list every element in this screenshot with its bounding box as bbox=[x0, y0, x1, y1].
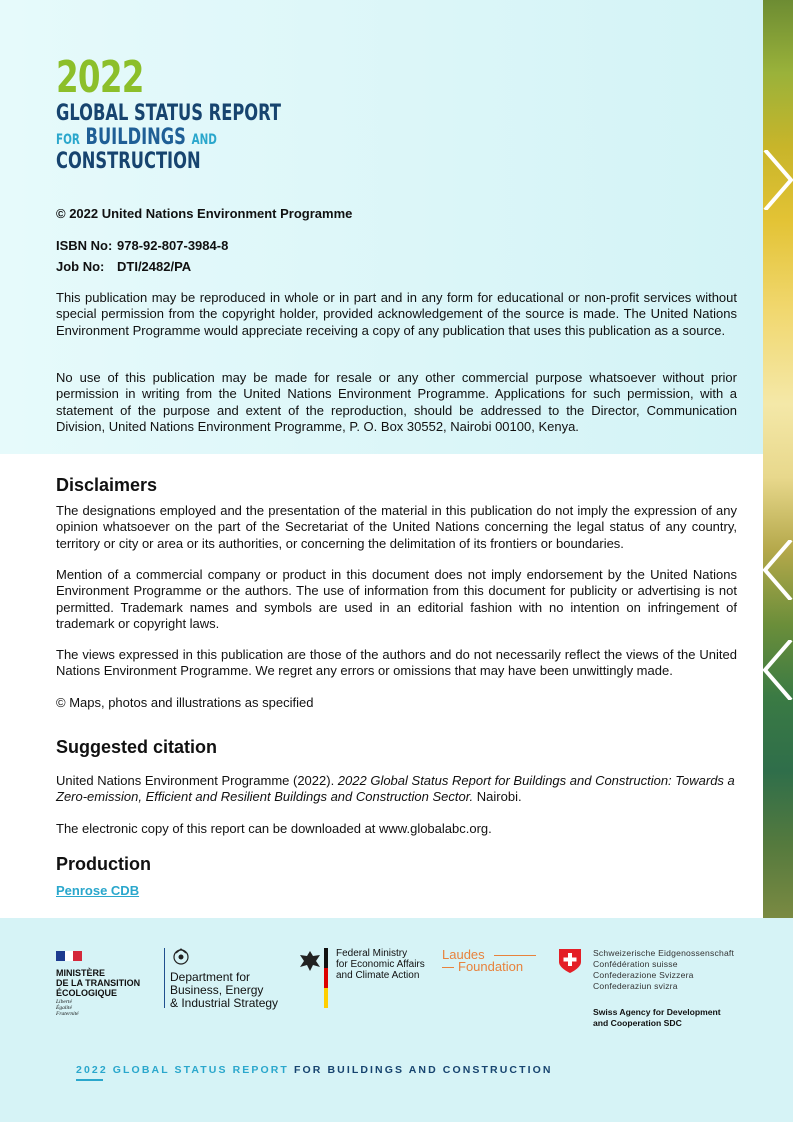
laudes-l1: Laudes bbox=[442, 947, 485, 962]
germany-bmwk-logo bbox=[298, 948, 428, 1008]
crest-icon bbox=[170, 948, 192, 966]
laudes-l2: Foundation bbox=[458, 959, 524, 974]
chevron-decoration bbox=[763, 150, 793, 210]
citation-prefix: United Nations Environment Programme (2022). bbox=[56, 773, 338, 788]
france-ministry-logo bbox=[56, 948, 156, 1017]
disclaimer-paragraph: © Maps, photos and illustrations as specified bbox=[56, 695, 314, 710]
production-heading: Production bbox=[56, 854, 151, 874]
disclaimer-paragraph: Mention of a commercial company or product in this document does not imply endorsement by the United Nations Environment Programme or the authors. The use of information from this document for publicity or advertising is not permitted. Trademark names and symbols are used in an editorial fashion with no intention on infringement of trademark or copyright laws. bbox=[56, 567, 737, 631]
footer-title-part2: FOR BUILDINGS AND CONSTRUCTION bbox=[288, 1064, 553, 1076]
isbn-value: 978-92-807-3984-8 bbox=[117, 238, 229, 253]
report-logo-line3: CONSTRUCTION bbox=[56, 149, 201, 174]
swiss-shield-icon bbox=[558, 948, 582, 974]
germany-l1: Federal Ministry bbox=[336, 948, 408, 959]
citation-title: 2022 Global Status Report for Buildings and Construction: Towards a Zero-emission, Efficient and Resilient Buildings and Construction Sector. bbox=[56, 773, 735, 805]
france-motto-3: Fraternité bbox=[56, 1011, 79, 1017]
report-logo-year: 2022 bbox=[56, 52, 144, 103]
isbn-label: ISBN No: bbox=[56, 238, 113, 253]
electronic-copy-text: The electronic copy of this report can be downloaded at www.globalabc.org. bbox=[56, 821, 492, 836]
chevron-decoration bbox=[763, 640, 793, 700]
report-logo-line2 bbox=[56, 127, 217, 149]
swiss-l2: Confédération suisse bbox=[593, 959, 678, 969]
job-label: Job No: bbox=[56, 259, 105, 274]
france-motto-2: Égalité bbox=[56, 1005, 72, 1011]
germany-l3: and Climate Action bbox=[336, 970, 420, 981]
german-flag-bar bbox=[324, 948, 328, 1008]
swiss-l1: Schweizerische Eidgenossenschaft bbox=[593, 948, 735, 958]
uk-l2: Business, Energy bbox=[170, 983, 264, 997]
footer-rule bbox=[76, 1079, 103, 1081]
swiss-l4: Confederaziun svizra bbox=[593, 981, 678, 991]
penrose-link[interactable]: Penrose CDB bbox=[56, 883, 140, 898]
logo-for: FOR bbox=[56, 132, 80, 148]
job-value: DTI/2482/PA bbox=[117, 259, 192, 274]
commercial-use-paragraph: No use of this publication may be made for resale or any other commercial purpose whatsoever without prior permission in writing from the United Nations Environment Programme. Applications for such permission, with a statement of the purpose and extent of the reproduction, should be addressed to the Director, Communication Division, United Nations Environment Programme, P. O. Box 30552, Nairobi 00100, Kenya. bbox=[56, 370, 737, 434]
logo-and: AND bbox=[191, 132, 217, 148]
french-flag-icon bbox=[56, 951, 82, 961]
isbn-line bbox=[56, 238, 737, 254]
reproduction-paragraph: This publication may be reproduced in whole or in part and in any form for educational or non-profit services without special permission from the copyright holder, provided acknowledgement of the source is made. The United Nations Environment Programme would appreciate receiving a copy of any publication that uses this publication as a source. bbox=[56, 290, 737, 338]
uk-beis-logo bbox=[164, 948, 289, 1008]
disclaimer-paragraph: The designations employed and the presentation of the material in this publication do not imply the expression of any opinion whatsoever on the part of the Secretariat of the United Nations concerning the legal status of any country, territory or city or area or its authorities, or concerning the delimitation of its frontiers or boundaries. bbox=[56, 503, 737, 551]
disclaimers-heading: Disclaimers bbox=[56, 475, 158, 495]
disclaimer-paragraph: The views expressed in this publication are those of the authors and do not necessarily reflect the views of the United Nations Environment Programme. We regret any errors or omissions that may have been unwittingly made. bbox=[56, 647, 737, 679]
chevron-decoration bbox=[763, 540, 793, 600]
france-l1: MINISTÈRE bbox=[56, 968, 106, 978]
cover-photo-strip bbox=[763, 0, 793, 918]
uk-l1: Department for bbox=[170, 970, 251, 984]
france-l3: ÉCOLOGIQUE bbox=[56, 988, 118, 998]
job-line bbox=[56, 259, 737, 275]
france-motto-1: Liberté bbox=[56, 999, 72, 1005]
eagle-icon bbox=[298, 950, 322, 972]
logo-buildings: BUILDINGS bbox=[85, 125, 186, 150]
copyright-line: © 2022 United Nations Environment Programme bbox=[56, 206, 353, 221]
citation-suffix: Nairobi. bbox=[473, 789, 522, 805]
report-logo-line1: GLOBAL STATUS REPORT bbox=[56, 101, 282, 126]
footer-report-title bbox=[76, 1064, 553, 1076]
footer-title-part1: 2022 GLOBAL STATUS REPORT bbox=[76, 1064, 289, 1076]
swiss-l3: Confederazione Svizzera bbox=[593, 970, 694, 980]
citation-heading: Suggested citation bbox=[56, 737, 218, 757]
germany-l2: for Economic Affairs bbox=[336, 959, 425, 970]
citation-text bbox=[56, 773, 737, 806]
swiss-s1: Swiss Agency for Development bbox=[593, 1007, 721, 1017]
france-l2: DE LA TRANSITION bbox=[56, 978, 141, 988]
swiss-s2: and Cooperation SDC bbox=[593, 1018, 682, 1028]
uk-l3: & Industrial Strategy bbox=[170, 996, 279, 1010]
laudes-foundation-logo bbox=[442, 948, 538, 976]
